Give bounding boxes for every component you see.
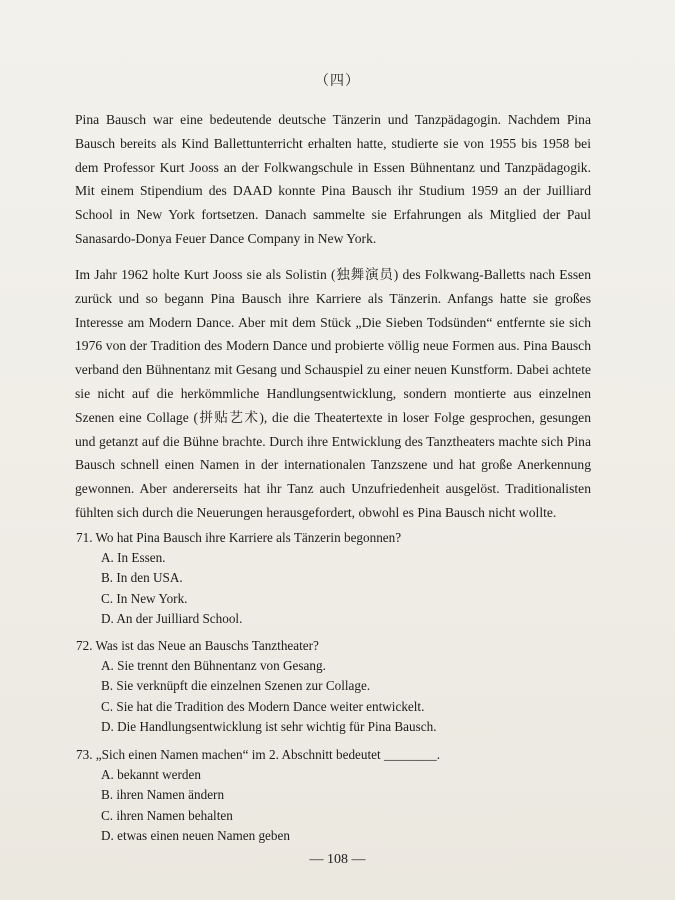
reading-paragraph-2	[75, 263, 591, 525]
option-a: A. In Essen.	[101, 550, 166, 565]
question-73	[76, 745, 596, 847]
option-b: B. In den USA.	[101, 570, 183, 586]
option-c: C. ihren Namen behalten	[101, 807, 233, 823]
question-text: 71. Wo hat Pina Bausch ihre Karriere als Tänzerin begonnen?	[76, 530, 402, 545]
option-a: A. bekannt werden	[101, 767, 201, 782]
option-c: C. In New York.	[101, 590, 188, 606]
option-d: D. An der Juilliard School.	[101, 611, 243, 627]
section-heading: （四）	[315, 74, 360, 89]
paragraph-text: Pina Bausch war eine bedeutende deutsche Tänzerin und Tanzpädagogin. Nachdem Pina Bausch bereits als Kind Ballettunterricht erhalten hatte, studierte sie von 1955 bis 1958 bei dem Professor Kurt Jooss an der Folkwangschule in Essen Bühnentanz und Tanzpädagogik. Mit einem Stipendium des DAAD konnte Pina Bausch ihr Studium 1959 an der Juilliard School in New York fortsetzen. Danach sammelte sie Erfahrungen als Mitglied der Paul Sanasardo-Donya Feuer Dance Company in New York.	[75, 112, 591, 246]
question-72	[76, 636, 596, 738]
option-d: D. etwas einen neuen Namen geben	[101, 828, 290, 844]
question-text: 72. Was ist das Neue an Bauschs Tanztheater?	[76, 638, 319, 653]
page-number: — 108 —	[309, 852, 366, 867]
reading-paragraph-1	[75, 108, 591, 251]
option-a: A. Sie trennt den Bühnentanz von Gesang.	[101, 658, 326, 673]
question-text: 73. „Sich einen Namen machen“ im 2. Abschnitt bedeutet ________.	[76, 747, 441, 762]
option-b: B. ihren Namen ändern	[101, 787, 225, 803]
option-b: B. Sie verknüpft die einzelnen Szenen zur Collage.	[101, 678, 371, 694]
question-71	[76, 528, 596, 630]
paragraph-text: Im Jahr 1962 holte Kurt Jooss sie als Solistin (独舞演员) des Folkwang-Balletts nach Essen zurück und so begann Pina Bausch ihre Karriere als Tänzerin. Anfangs hatte sie großes Interesse am Modern Dance. Aber mit dem Stück „Die Sieben Todsünden“ entfernte sie sich 1976 von der Tradition des Modern Dance und probierte völlig neue Formen aus. Pina Bausch verband den Bühnentanz mit Gesang und Schauspiel zu einer neuen Kunstform. Dabei achtete sie nicht auf die herkömmliche Handlungsentwicklung, sondern montierte aus einzelnen Szenen eine Collage (拼贴艺术), die die Theatertexte in loser Folge gesprochen, gesungen und getanzt auf die Bühne brachte. Durch ihre Entwicklung des Tanztheaters machte sich Pina Bausch schnell einen Namen in der internationalen Tanzszene und hat große Anerkennung gewonnen. Aber andererseits hat ihr Tanz auch Unzufriedenheit ausgelöst. Traditionalisten fühlten sich durch die Neuerungen herausgefordert, obwohl es Pina Bausch nicht wollte.	[75, 267, 591, 520]
option-c: C. Sie hat die Tradition des Modern Dance weiter entwickelt.	[101, 698, 425, 714]
option-d: D. Die Handlungsentwicklung ist sehr wichtig für Pina Bausch.	[101, 719, 437, 735]
